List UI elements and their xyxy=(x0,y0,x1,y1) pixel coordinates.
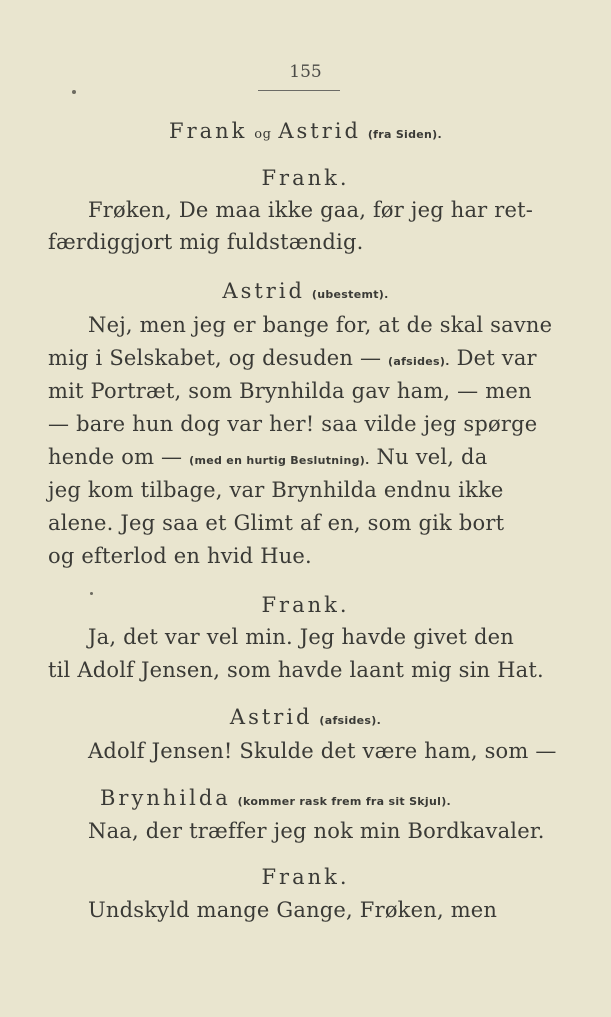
stage-direction: (med en hurtig Beslutning). xyxy=(189,454,370,467)
dialogue-line: Ja, det var vel min. Jeg havde givet den xyxy=(88,625,514,649)
dialogue-text: mig i Selskabet, og desuden — xyxy=(48,346,382,370)
speaker-astrid: Astrid xyxy=(222,279,305,303)
speaker-heading xyxy=(0,278,611,308)
dialogue-line: Nej, men jeg er bange for, at de skal savne xyxy=(88,313,553,337)
dialogue-text: Det var xyxy=(456,346,537,370)
speaker-frank: Frank. xyxy=(261,166,350,190)
speaker-heading xyxy=(100,785,451,815)
speaker-astrid: Astrid xyxy=(229,705,313,729)
dialogue-line: Adolf Jensen! Skulde det være ham, som — xyxy=(88,739,557,763)
dialogue-line: til Adolf Jensen, som havde laant mig sin Hat. xyxy=(48,658,544,682)
heading-speaker-astrid: Astrid xyxy=(278,119,361,143)
dialogue-line: og efterlod en hvid Hue. xyxy=(48,544,312,568)
dialogue-text: Nu vel, da xyxy=(376,445,488,469)
dialogue-line: færdiggjort mig fuldstændig. xyxy=(48,230,364,254)
dialogue-line xyxy=(48,345,537,375)
heading-speaker-frank: Frank xyxy=(169,119,248,143)
page-number-rule xyxy=(258,90,340,91)
speck-mark xyxy=(72,90,76,94)
speaker-frank: Frank. xyxy=(261,865,350,889)
dialogue-line: jeg kom tilbage, var Brynhilda endnu ikke xyxy=(48,478,504,502)
stage-direction: (afsides). xyxy=(319,714,382,727)
stage-direction: (ubestemt). xyxy=(311,288,389,301)
heading-stage-direction: (fra Siden). xyxy=(367,128,442,141)
dialogue-line: mit Portræt, som Brynhilda gav ham, — men xyxy=(48,379,532,403)
scene-heading xyxy=(0,118,611,148)
dialogue-line: Undskyld mange Gange, Frøken, men xyxy=(88,898,498,922)
heading-og: og xyxy=(254,127,272,142)
speaker-brynhilda: Brynhilda xyxy=(100,786,231,810)
dialogue-line: Naa, der træffer jeg nok min Bordkavaler. xyxy=(88,819,545,843)
page-number: 155 xyxy=(289,62,322,82)
dialogue-line: — bare hun dog var her! saa vilde jeg spørge xyxy=(48,412,538,436)
stage-direction: (kommer rask frem fra sit Skjul). xyxy=(237,795,452,808)
dialogue-line: Frøken, De maa ikke gaa, før jeg har ret- xyxy=(88,198,534,222)
dialogue-line: alene. Jeg saa et Glimt af en, som gik bort xyxy=(48,511,505,535)
speaker-heading xyxy=(0,704,611,734)
stage-direction: (afsides). xyxy=(388,355,450,368)
dialogue-text: hende om — xyxy=(48,445,183,469)
speaker-frank: Frank. xyxy=(261,593,350,617)
dialogue-line xyxy=(48,444,487,474)
